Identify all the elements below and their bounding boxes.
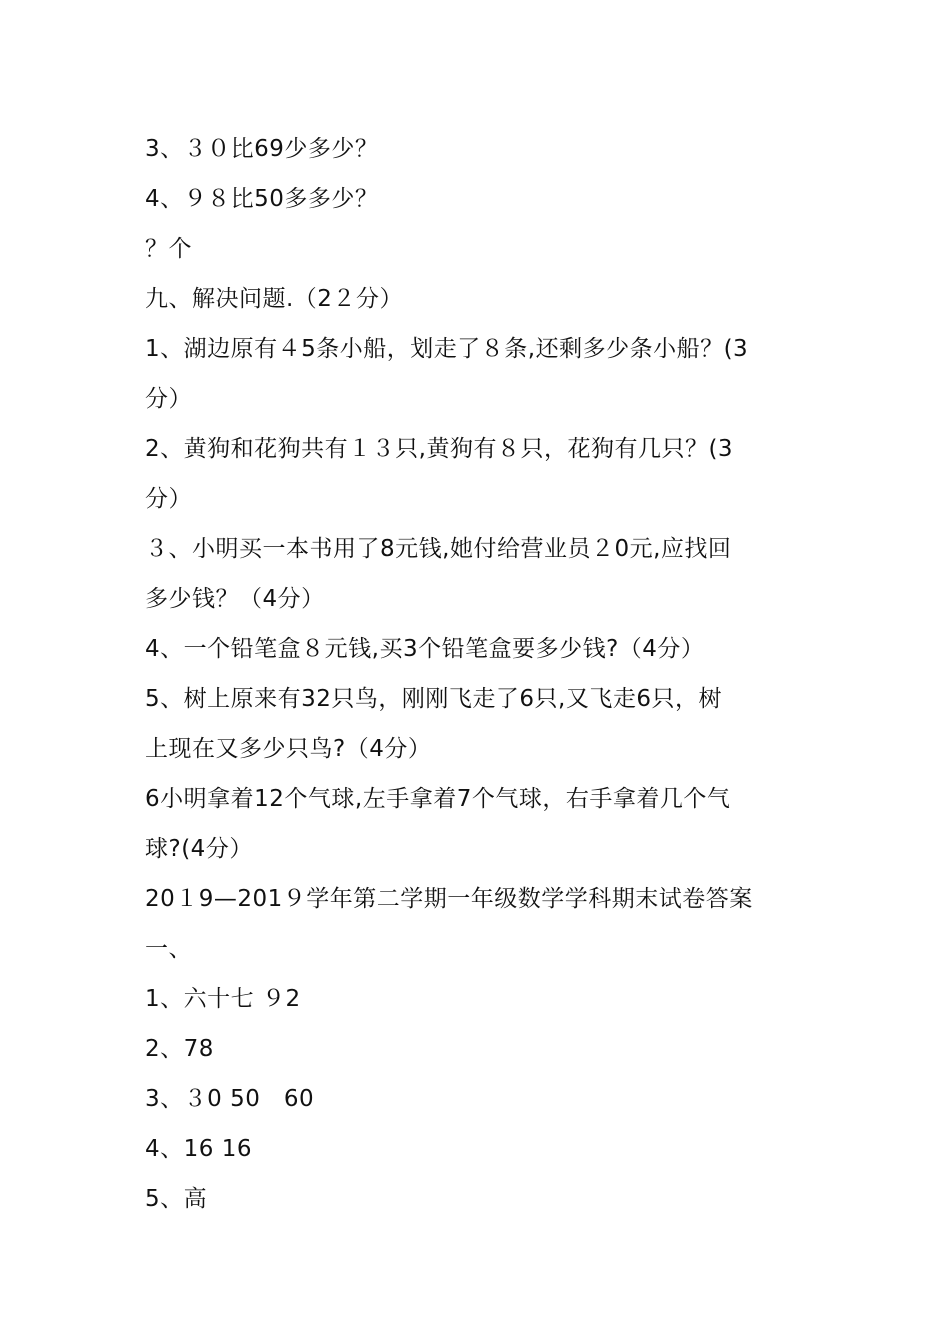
answer-5: 5、高: [145, 1186, 208, 1212]
document-body: [145, 124, 825, 1224]
answer-3: 3、３0 50 60: [145, 1086, 315, 1112]
problem-2-line-2: 分）: [145, 486, 192, 512]
problem-1-line-2: 分）: [145, 386, 192, 412]
answer-key-title: 20１9—201９学年第二学期一年级数学学科期末试卷答案: [145, 886, 753, 912]
question-3: 3、３０比69少多少？: [145, 136, 379, 162]
problem-2-line-1: 2、黄狗和花狗共有１３只,黄狗有８只，花狗有几只？(3: [145, 436, 734, 462]
answer-4: 4、16 16: [145, 1136, 252, 1162]
answer-2: 2、78: [145, 1036, 214, 1062]
problem-6-line-1: 6小明拿着12个气球,左手拿着7个气球，右手拿着几个气: [145, 786, 731, 812]
problem-3-line-1: ３、小明买一本书用了8元钱,她付给营业员２0元,应找回: [145, 536, 732, 562]
problem-6-line-2: 球?(4分）: [145, 836, 253, 862]
section-9-heading: 九、解决问题.（2２分）: [145, 286, 403, 312]
problem-4: 4、一个铅笔盒８元钱,买3个铅笔盒要多少钱?（4分）: [145, 636, 705, 662]
question-4: 4、９８比50多多少？: [145, 186, 379, 212]
problem-5-line-2: 上现在又多少只鸟?（4分）: [145, 736, 432, 762]
problem-5-line-1: 5、树上原来有32只鸟，刚刚飞走了6只,又飞走6只，树: [145, 686, 722, 712]
answer-section-1: 一、: [145, 936, 192, 962]
answer-1: 1、六十七 ９2: [145, 986, 301, 1012]
unit-line: ？个: [145, 236, 192, 262]
problem-1-line-1: 1、湖边原有４5条小船，划走了８条,还剩多少条小船？(3: [145, 336, 749, 362]
problem-3-line-2: 多少钱？（4分）: [145, 586, 325, 612]
